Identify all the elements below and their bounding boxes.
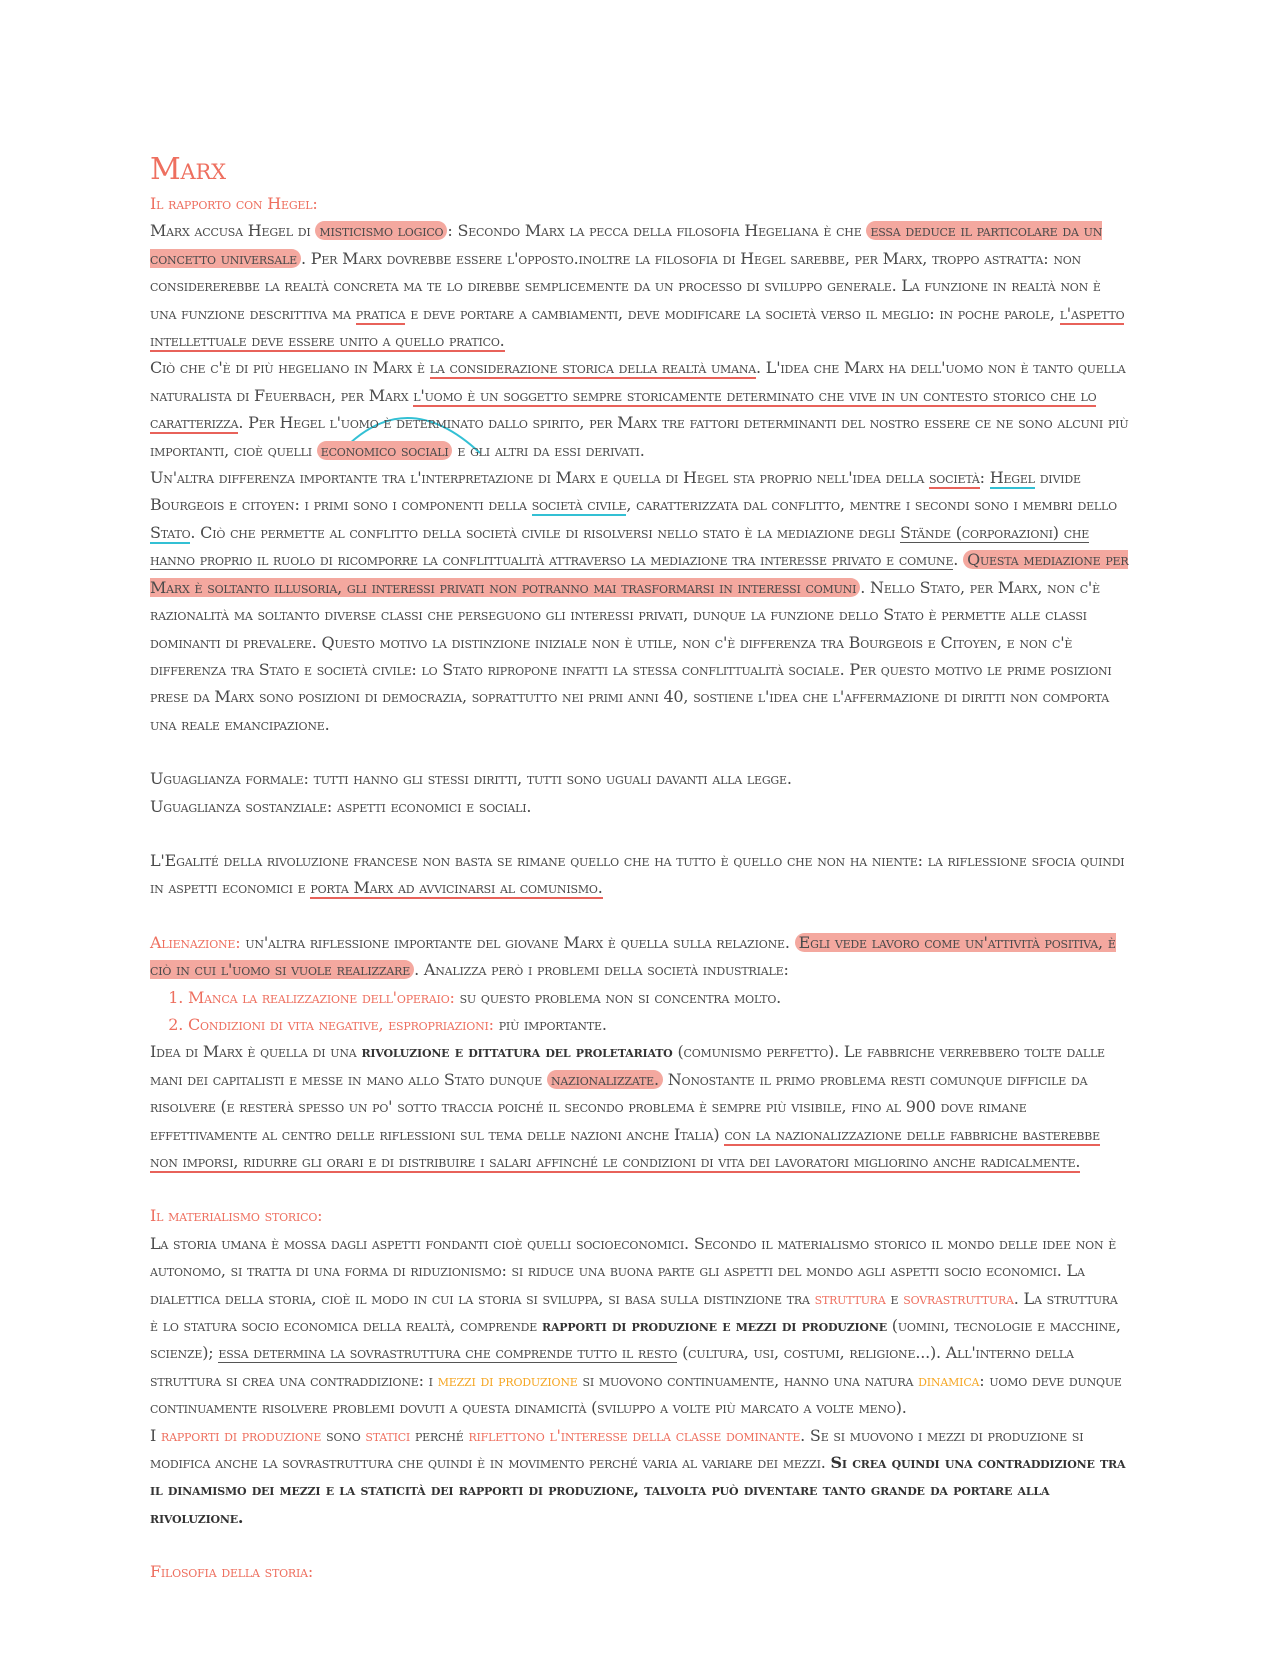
underline: pratica (355, 303, 406, 323)
text-run: Un'altra differenza importante tra l'interpretazione di Marx e quella di Hegel sta proprio nell'idea della (150, 468, 925, 488)
text-run: : uomo deve dunque continuamente risolvere problemi dovuti a questa dinamicità (sviluppo a volte più marcato a volte meno). (150, 1370, 1122, 1418)
section-heading-materialismo: Il materialismo storico: (150, 1206, 323, 1226)
text-run: Ciò che c'è di più hegeliano in Marx è (150, 358, 425, 378)
underline: l'aspetto intellettuale deve essere unito a quello pratico. (150, 303, 1125, 351)
underline: essa determina la sovrastruttura che comprende tutto il resto (218, 1343, 678, 1363)
red-term: sovrastruttura (903, 1288, 1014, 1308)
list-item (188, 984, 1130, 1011)
text-run: si muovono continuamente, hanno una natura (582, 1370, 914, 1390)
underline: Hegel (989, 468, 1035, 488)
list-item-text: su questo problema non si concentra molto. (459, 987, 782, 1007)
list-item-label: Manca la realizzazione dell'operaio: (188, 987, 455, 1007)
paragraph-alienazione-1 (150, 929, 1130, 984)
text-run: Idea di Marx è quella di una (150, 1042, 357, 1062)
paragraph-uguaglianza-sostanziale: Uguaglianza sostanziale: aspetti economici e sociali. (150, 796, 532, 816)
alienazione-list (150, 984, 1130, 1039)
underline: la considerazione storica della realtà umana (429, 358, 756, 378)
underline: Stände (corporazioni) che hanno proprio il ruolo di ricomporre la conflittualità attraverso la mediazione tra interesse privato e comune (150, 522, 1090, 570)
underline: società (928, 468, 980, 488)
paragraph-materialismo-2 (150, 1422, 1130, 1532)
text-run: La storia umana è mossa dagli aspetti fondanti cioè quelli socioeconomici. Secondo il materialismo storico il mondo delle idee non è autonomo, si tratta di una forma di riduzionismo: si riduce una buona parte gli aspetti del mondo agli aspetti socio economici. La dialettica della storia, cioè il modo in cui la storia si sviluppa, si basa sulla distinzione tra (150, 1233, 1117, 1308)
text-run: divide Bourgeois e citoyen: i primi sono i componenti della (150, 468, 1081, 515)
page-title: Marx (150, 152, 226, 187)
text-run: sono (326, 1425, 361, 1445)
text-run: (comunismo perfetto). Le fabbriche verrebbero tolte dalle mani dei capitalisti e messe in mano allo Stato dunque (150, 1042, 1105, 1089)
list-item (188, 1011, 1130, 1038)
red-term: riflettono l'interesse della classe dominante (468, 1425, 801, 1445)
text-run: : (979, 468, 985, 488)
highlight: misticismo logico (315, 221, 447, 240)
text-run: . (953, 550, 959, 570)
text-run: perché (414, 1425, 464, 1445)
text-run: Marx accusa Hegel di (150, 221, 311, 241)
list-item-text: più importante. (498, 1014, 607, 1034)
text-run: . Se si muovono i mezzi di produzione si modifica anche la sovrastruttura che quindi è in movimento perché varia al variare dei mezzi. (150, 1425, 1084, 1473)
document-page (150, 150, 1130, 1586)
text-run: L'Egalité della rivoluzione francese non basta se rimane quello che ha tutto è quello che non ha niente: la riflessione sfocia quindi in aspetti economici e (150, 850, 1125, 898)
text-run: . L'idea che Marx ha dell'uomo non è tanto quella naturalista di Feuerbach, per Marx (150, 358, 1126, 405)
paragraph-materialismo-1 (150, 1230, 1130, 1422)
orange-term: dinamica (918, 1370, 980, 1390)
text-run: . Per Marx dovrebbe essere l'opposto.inoltre la filosofia di Hegel sarebbe, per Marx, troppo astratta: non considererebbe la realtà concreta ma te lo direbbe semplicemente da un processo di sviluppo generale. La funzione in realtà non è una funzione descrittiva ma (150, 248, 1101, 323)
underline: società civile (531, 495, 627, 515)
section-heading-filosofia: Filosofia della storia: (150, 1562, 314, 1582)
section-heading-alienazione: Alienazione: (150, 932, 241, 952)
paragraph-hegel-1 (150, 217, 1130, 354)
highlight: nazionalizzate. (547, 1070, 663, 1089)
highlight: essa deduce il particolare da un concetto universale (150, 221, 1103, 268)
text-run: . La struttura è lo statura socio economica della realtà, comprende (150, 1288, 1118, 1336)
underline: Stato (150, 522, 191, 542)
list-item-label: Condizioni di vita negative, espropriazioni: (188, 1014, 494, 1034)
red-term: rapporti di produzione (161, 1425, 322, 1445)
text-run: Nonostante il primo problema resti comunque difficile da risolvere (e resterà spesso un po' sotto traccia poiché il secondo problema è sempre più visibile, fino al 900 dove rimane effettivamente al centro delle riflessioni sul tema delle nazioni anche Italia) (150, 1069, 1088, 1144)
highlight: Questa mediazione per Marx è soltanto illusoria, gli interessi privati non potranno mai trasformarsi in interessi comuni (150, 550, 1129, 597)
highlight: economico sociali (317, 441, 453, 460)
text-run: e deve portare a cambiamenti, deve modificare la società verso il meglio: in poche parole, (410, 303, 1055, 323)
paragraph-egalite (150, 847, 1130, 902)
underline: porta Marx ad avvicinarsi al comunismo. (310, 878, 603, 898)
text-run: . Analizza però i problemi della società industriale: (414, 960, 789, 980)
bold-text: rapporti di produzione e mezzi di produzione (542, 1316, 887, 1336)
text-run: (cultura, usi, costumi, religione...). All'interno della struttura si crea una contraddizione: i (150, 1343, 1074, 1390)
underline: l'uomo è un soggetto sempre storicamente determinato che vive in un contesto storico che lo caratterizza (150, 385, 1097, 433)
paragraph-hegel-3 (150, 464, 1130, 738)
text-run: : Secondo Marx la pecca della filosofia Hegeliana è che (447, 221, 862, 241)
underline: con la nazionalizzazione delle fabbriche basterebbe non imporsi, ridurre gli orari e di distribuire i salari affinché le condizioni di vita dei lavoratori migliorino anche radicalmente. (150, 1124, 1100, 1171)
text-run: . Ciò che permette al conflitto della società civile di risolversi nello stato è la mediazione degli (190, 522, 896, 542)
paragraph-alienazione-2 (150, 1038, 1130, 1175)
red-term: struttura (814, 1288, 886, 1308)
red-term: statici (365, 1425, 411, 1445)
bold-text: rivoluzione e dittatura del proletariato (361, 1042, 673, 1062)
text-run: un'altra riflessione importante del giovane Marx è quella sulla relazione. (245, 932, 790, 952)
text-run: . Nello Stato, per Marx, non c'è razionalità ma soltanto diverse classi che perseguono gli interessi privati, dunque la funzione dello Stato è permette alle classi dominanti di prevalere. Questo motivo la distinzione iniziale non è utile, non c'è differenza tra Bourgeois e Citoyen, e non c'è differenza tra Stato e società civile: lo Stato ripropone infatti la stessa conflittualità sociale. Per questo motivo le prime posizioni prese da Marx sono posizioni di democrazia, soprattutto nei primi anni 40, sostiene l'idea che l'affermazione di diritti non comporta una reale emancipazione. (150, 577, 1112, 734)
text-run: I (150, 1425, 157, 1445)
section-heading-hegel: Il rapporto con Hegel: (150, 194, 318, 213)
paragraph-hegel-2 (150, 354, 1130, 464)
highlight: Egli vede lavoro come un'attività positiva, è ciò in cui l'uomo si vuole realizzare (150, 932, 1116, 980)
text-run: , caratterizzata dal conflitto, mentre i secondi sono i membri dello (626, 495, 1117, 515)
text-run: . Per Hegel l'uomo è determinato dallo spirito, per Marx tre fattori determinanti del nostro essere ce ne sono alcuni più importanti, cioè quelli (150, 413, 1129, 460)
paragraph-uguaglianza-formale: Uguaglianza formale: tutti hanno gli stessi diritti, tutti sono uguali davanti alla legge. (150, 769, 792, 789)
orange-term: mezzi di produzione (437, 1370, 578, 1390)
text-run: (uomini, tecnologie e macchine, scienze); (150, 1316, 1121, 1363)
text-run: e (890, 1288, 899, 1308)
bold-text: Si crea quindi una contraddizione tra il dinamismo dei mezzi e la staticità dei rapporti di produzione, talvolta può diventare tanto grande da portare alla rivoluzione. (150, 1453, 1126, 1527)
text-run: e gli altri da essi derivati. (457, 440, 645, 460)
